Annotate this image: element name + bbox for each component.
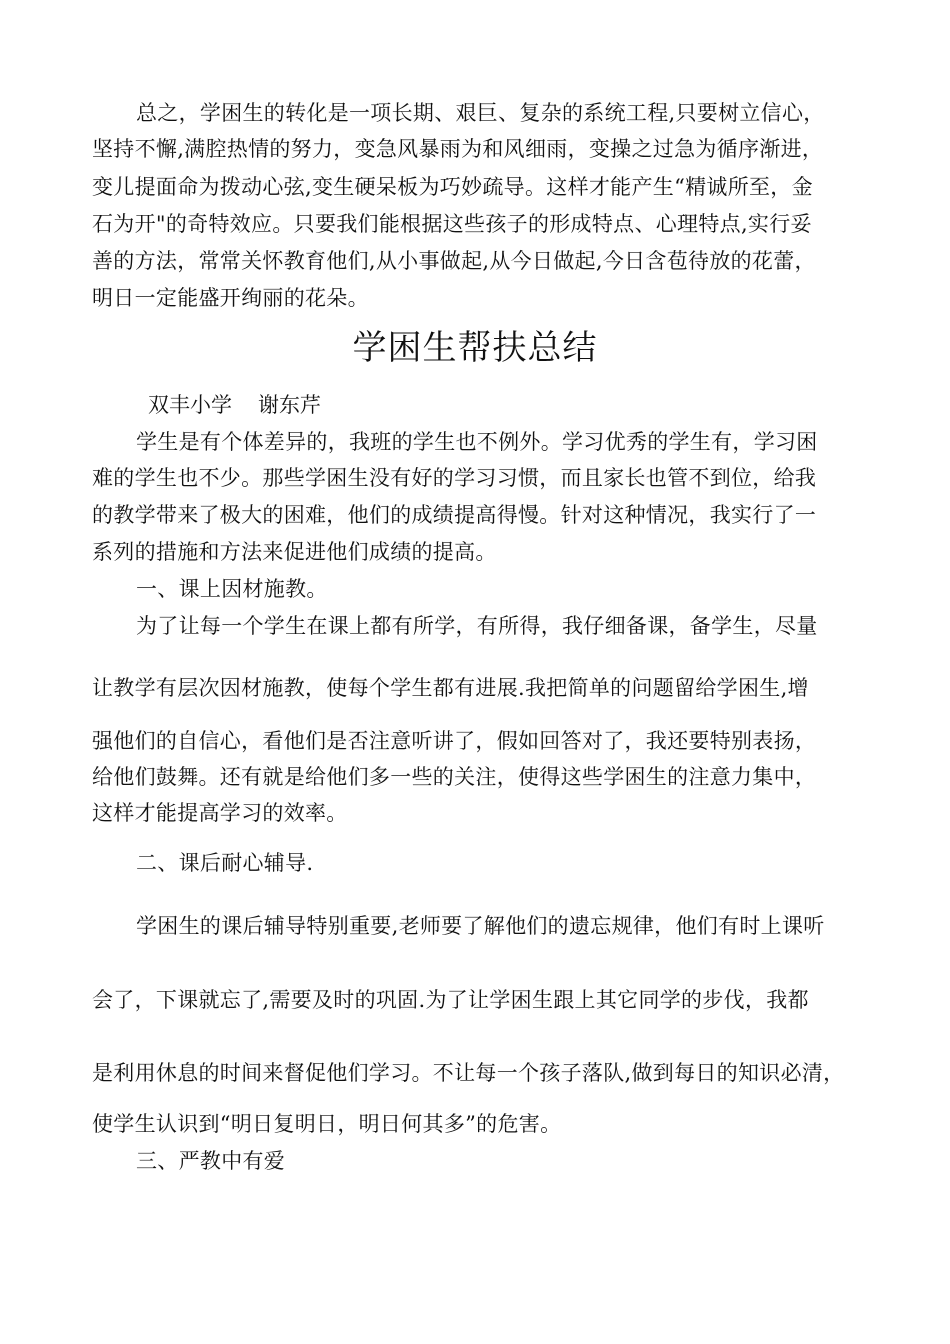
para1-line: 系列的措施和方法来促进他们成绩的提高。: [92, 540, 497, 564]
para1-line: 学生是有个体差异的，我班的学生也不例外。学习优秀的学生有，学习困: [136, 430, 818, 454]
intro-line: 明日一定能盛开绚丽的花朵。: [92, 286, 369, 310]
section1-line: 给他们鼓舞。还有就是给他们多一些的关注，使得这些学困生的注意力集中，: [92, 765, 817, 789]
section-heading-1: 一、课上因材施教。: [136, 577, 328, 601]
intro-line: 石为开"的奇特效应。只要我们能根据这些孩子的形成特点、心理特点,实行妥: [92, 212, 812, 236]
document-title: 学困生帮扶总结: [352, 328, 598, 368]
intro-line: 善的方法，常常关怀教育他们,从小事做起,从今日做起,今日含苞待放的花蕾，: [92, 249, 816, 273]
section2-line: 使学生认识到“明日复明日，明日何其多”的危害。: [92, 1112, 562, 1136]
section1-line: 让教学有层次因材施教，使每个学生都有进展.我把简单的问题留给学困生,增: [92, 676, 809, 700]
para1-line: 的教学带来了极大的困难，他们的成绩提高得慢。针对这种情况，我实行了一: [92, 503, 817, 527]
byline-author: 谢东芹: [258, 393, 321, 417]
byline: [148, 390, 321, 420]
intro-line: 坚持不懈,满腔热情的努力，变急风暴雨为和风细雨，变操之过急为循序渐进，: [92, 137, 824, 161]
para1-line: 难的学生也不少。那些学困生没有好的学习习惯，而且家长也管不到位，给我: [92, 466, 817, 490]
section1-line: 这样才能提高学习的效率。: [92, 801, 348, 825]
intro-line: 总之，学困生的转化是一项长期、艰巨、复杂的系统工程,只要树立信心，: [136, 101, 825, 125]
section2-line: 会了，下课就忘了,需要及时的巩固.为了让学困生跟上其它同学的步伐，我都: [92, 988, 809, 1012]
section-heading-2: 二、课后耐心辅导.: [136, 851, 314, 875]
section-heading-3: 三、严教中有爱: [136, 1149, 286, 1173]
section1-line: 为了让每一个学生在课上都有所学，有所得，我仔细备课，备学生，尽量: [136, 614, 818, 638]
byline-school: 双丰小学: [148, 393, 232, 417]
intro-line: 变儿提面命为拨动心弦,变生硬呆板为巧妙疏导。这样才能产生“精诚所至，金: [92, 175, 813, 199]
section1-line: 强他们的自信心，看他们是否注意听讲了，假如回答对了，我还要特别表扬，: [92, 729, 817, 753]
section2-line: 是利用休息的时间来督促他们学习。不让每一个孩子落队,做到每日的知识必清，: [92, 1061, 845, 1085]
section2-line: 学困生的课后辅导特别重要,老师要了解他们的遗忘规律，他们有时上课听: [136, 914, 825, 938]
